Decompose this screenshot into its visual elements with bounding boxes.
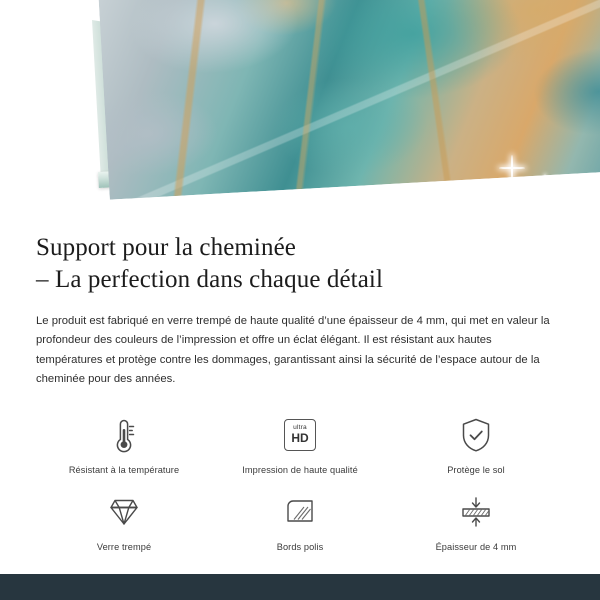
feature-grid: [36, 412, 564, 554]
badge-bottom-text: HD: [291, 431, 309, 446]
headline-line-1: Support pour la cheminée: [36, 234, 296, 261]
feature-label: Bords polis: [276, 541, 324, 552]
footer-bar: [0, 574, 600, 600]
feature-label: Épaisseur de 4 mm: [435, 541, 517, 552]
description-paragraph: Le produit est fabriqué en verre trempé de haute qualité d’une épaisseur de 4 mm, qui met en valeur la profondeur des couleurs de l’impression et offre un éclat élégant. Il est résistant aux hautes températures et protège contre les dommages, garantissant ainsi la sécurité de l’espace autour de la cheminée pour des années.: [36, 315, 550, 386]
feature-label: Verre trempé: [96, 541, 152, 552]
hero-image: [0, 0, 600, 218]
feature-item-polished-edges: [212, 489, 388, 554]
feature-label: Protège le sol: [447, 464, 505, 475]
feature-label: Impression de haute qualité: [242, 464, 358, 475]
ultra-hd-icon: [284, 412, 316, 458]
feature-item-floor-protection: [388, 412, 564, 477]
diamond-icon: [104, 489, 144, 535]
feature-item-print-quality: [212, 412, 388, 477]
abstract-art-print: [98, 0, 600, 200]
polished-edges-icon: [282, 489, 318, 535]
thermometer-icon: [107, 412, 141, 458]
thickness-icon: [456, 489, 496, 535]
feature-item-thickness: [388, 489, 564, 554]
headline-line-2: – La perfection dans chaque détail: [36, 266, 383, 293]
feature-item-temperature: [36, 412, 212, 477]
page-title: [36, 232, 564, 296]
feature-label: Résistant à la température: [68, 464, 180, 475]
shield-check-icon: [458, 412, 494, 458]
content-area: [0, 218, 600, 554]
badge-top-text: ultra: [293, 423, 307, 431]
feature-item-tempered-glass: [36, 489, 212, 554]
